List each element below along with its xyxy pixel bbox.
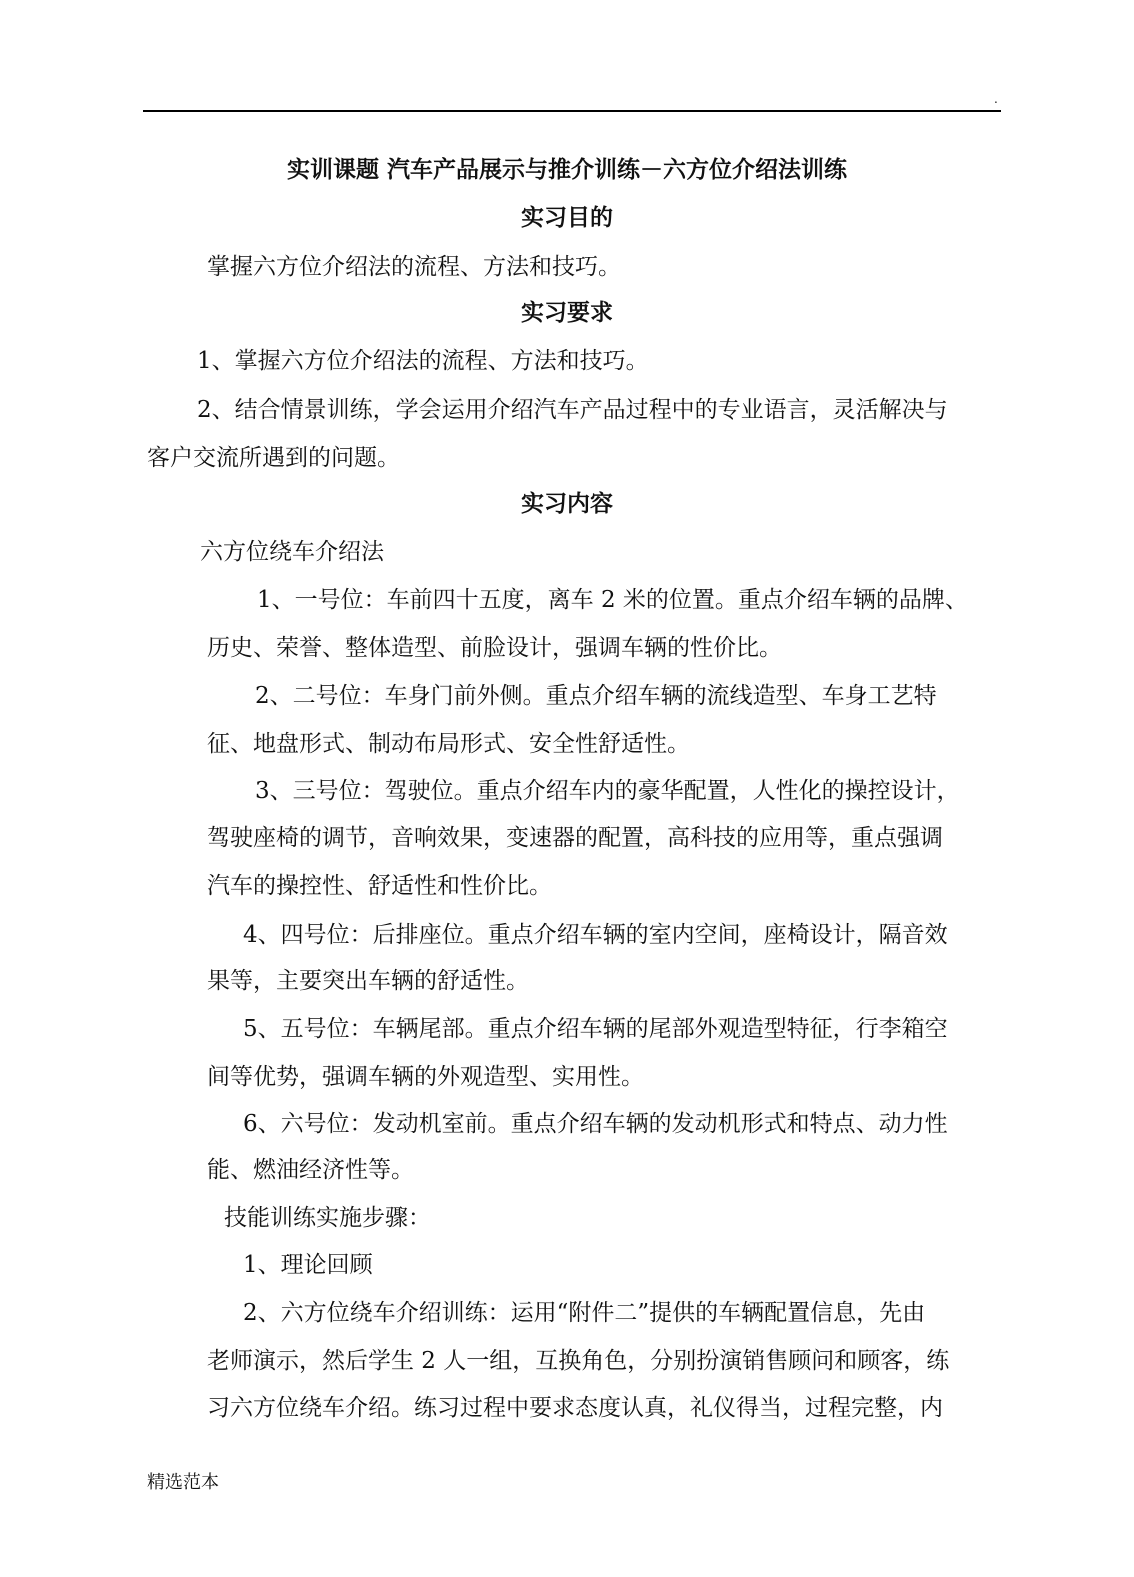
header-mark: .	[994, 92, 998, 106]
position-1-line2: 历史、荣誉、整体造型、前脸设计，强调车辆的性价比。	[207, 635, 782, 661]
position-2-line2: 征、地盘形式、制动布局形式、安全性舒适性。	[207, 731, 690, 757]
purpose-heading: 实习目的	[521, 204, 613, 231]
position-1-line1: 1、一号位：车前四十五度，离车 2 米的位置。重点介绍车辆的品牌、	[257, 587, 968, 613]
step-2-line2: 老师演示，然后学生 2 人一组，互换角色，分别扮演销售顾问和顾客，练	[207, 1348, 950, 1374]
purpose-text: 掌握六方位介绍法的流程、方法和技巧。	[207, 254, 621, 280]
content-heading: 实习内容	[521, 490, 613, 517]
step-2-line3: 习六方位绕车介绍。练习过程中要求态度认真，礼仪得当，过程完整，内	[207, 1395, 943, 1421]
position-4-line2: 果等，主要突出车辆的舒适性。	[207, 968, 529, 994]
position-3-line1: 3、三号位：驾驶位。重点介绍车内的豪华配置，人性化的操控设计，	[255, 778, 960, 804]
position-5-line2: 间等优势，强调车辆的外观造型、实用性。	[207, 1064, 644, 1090]
position-3-line3: 汽车的操控性、舒适性和性价比。	[207, 873, 552, 899]
position-2-line1: 2、二号位：车身门前外侧。重点介绍车辆的流线造型、车身工艺特	[255, 683, 937, 709]
document-title: 实训课题 汽车产品展示与推介训练－六方位介绍法训练	[286, 156, 847, 183]
requirement-2-line1: 2、结合情景训练，学会运用介绍汽车产品过程中的专业语言，灵活解决与	[197, 397, 948, 423]
header-rule	[143, 110, 1001, 112]
steps-heading: 技能训练实施步骤：	[224, 1205, 431, 1231]
page-footer: 精选范本	[147, 1472, 219, 1493]
position-6-line2: 能、燃油经济性等。	[207, 1157, 414, 1183]
requirement-2-line2: 客户交流所遇到的问题。	[147, 445, 400, 471]
requirement-1: 1、掌握六方位介绍法的流程、方法和技巧。	[197, 348, 649, 374]
position-3-line2: 驾驶座椅的调节，音响效果，变速器的配置，高科技的应用等，重点强调	[207, 825, 943, 851]
position-6-line1: 6、六号位：发动机室前。重点介绍车辆的发动机形式和特点、动力性	[243, 1111, 948, 1137]
position-5-line1: 5、五号位：车辆尾部。重点介绍车辆的尾部外观造型特征，行李箱空	[243, 1016, 948, 1042]
step-1: 1、理论回顾	[243, 1252, 373, 1278]
position-4-line1: 4、四号位：后排座位。重点介绍车辆的室内空间，座椅设计，隔音效	[243, 922, 948, 948]
content-subtitle: 六方位绕车介绍法	[200, 539, 384, 565]
step-2-line1: 2、六方位绕车介绍训练：运用“附件二”提供的车辆配置信息，先由	[243, 1300, 926, 1326]
requirements-heading: 实习要求	[521, 299, 613, 326]
